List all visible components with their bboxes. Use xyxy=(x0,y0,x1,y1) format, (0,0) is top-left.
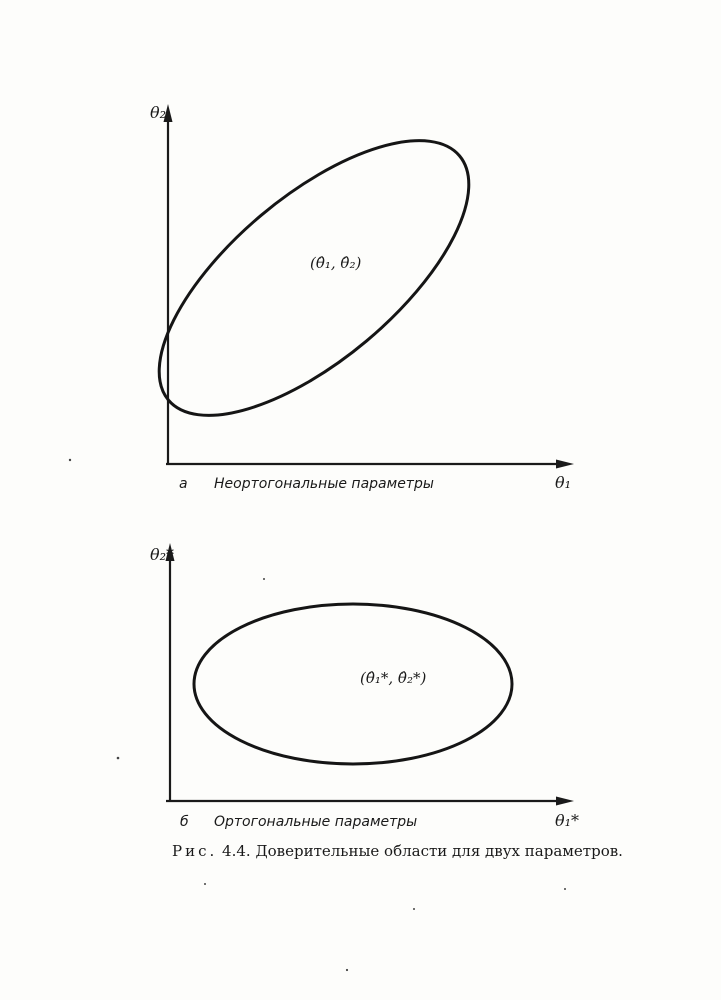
figure-a-x-arrow-icon xyxy=(556,460,574,469)
figure-a-x-axis-label: θ₁ xyxy=(555,473,572,492)
figure-b-x-axis-label: θ₁* xyxy=(555,811,580,830)
figure-a-confidence-ellipse xyxy=(116,93,513,463)
figure-b-confidence-ellipse xyxy=(194,604,512,764)
caption-text: Доверительные области для двух параметров. xyxy=(255,842,623,860)
figure-b-y-axis-label: θ₂* xyxy=(150,545,175,564)
figure-caption xyxy=(172,842,623,860)
figure-b-panel-letter: б xyxy=(180,814,189,830)
figure-a-panel-title: Неортогональные параметры xyxy=(214,476,434,492)
figure-a-center-label: (θ̂₁, θ̂₂) xyxy=(310,254,362,272)
figure-b xyxy=(150,543,579,830)
scan-specks xyxy=(69,459,566,971)
caption-prefix: Рис. xyxy=(172,842,218,860)
figure-b-center-label: (θ̂₁*, θ̂₂*) xyxy=(360,669,427,687)
caption-number: 4.4. xyxy=(222,842,251,860)
figure-a-panel-letter: а xyxy=(179,476,188,492)
figure-a xyxy=(116,93,574,492)
figure-b-panel-title: Ортогональные параметры xyxy=(214,814,418,830)
figure-a-y-axis-label: θ₂ xyxy=(150,103,167,122)
figure-b-x-arrow-icon xyxy=(556,797,574,806)
